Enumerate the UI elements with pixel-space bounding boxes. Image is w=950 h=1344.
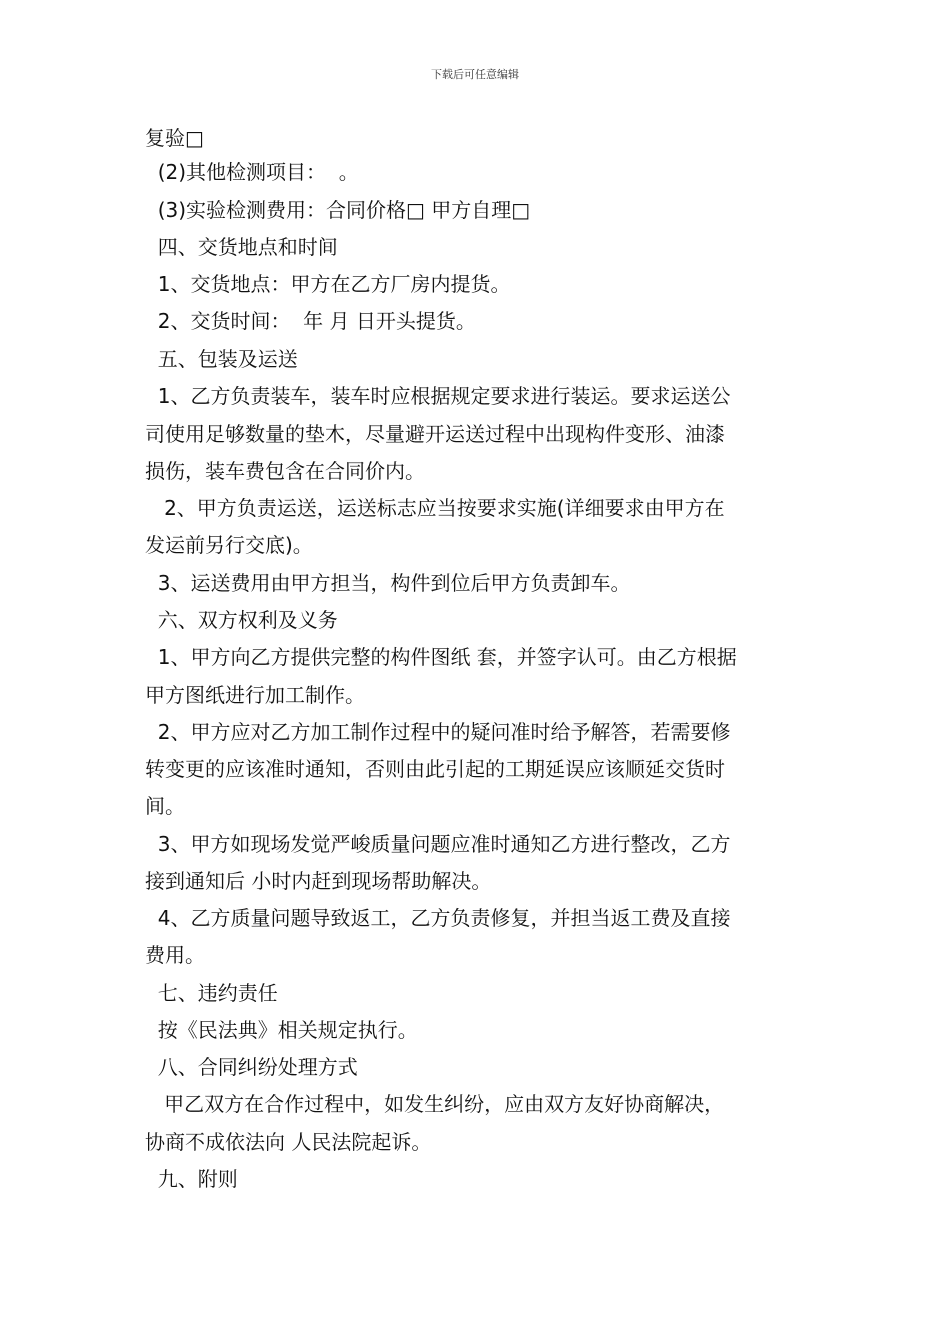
text-line: 甲乙双方在合作过程中，如发生纠纷，应由双方友好协商解决， xyxy=(145,1092,725,1116)
section-heading: 四、交货地点和时间 xyxy=(145,235,338,259)
text-line: 复验□ xyxy=(145,126,204,150)
text-line: 发运前另行交底)。 xyxy=(145,533,313,557)
text-line: 4、乙方质量问题导致返工，乙方负责修复，并担当返工费及直接 xyxy=(145,906,731,930)
text-line: 3、运送费用由甲方担当，构件到位后甲方负责卸车。 xyxy=(145,571,631,595)
text-line: 按《民法典》相关规定执行。 xyxy=(145,1018,418,1042)
text-line: (3)实验检测费用：合同价格□ 甲方自理□ xyxy=(145,198,531,222)
text-line: 2、交货时间： 年 月 日开头提货。 xyxy=(145,309,476,333)
section-heading: 七、违约责任 xyxy=(145,981,278,1005)
section-heading: 九、附则 xyxy=(145,1167,238,1191)
text-line: 司使用足够数量的垫木，尽量避开运送过程中出现构件变形、油漆 xyxy=(145,422,725,446)
page-header: 下载后可任意编辑 xyxy=(431,68,519,81)
text-line: 间。 xyxy=(145,794,185,818)
text-line: 2、甲方应对乙方加工制作过程中的疑问准时给予解答，若需要修 xyxy=(145,720,731,744)
text-line: 1、甲方向乙方提供完整的构件图纸 套，并签字认可。由乙方根据 xyxy=(145,645,737,669)
text-line: 转变更的应该准时通知，否则由此引起的工期延误应该顺延交货时 xyxy=(145,757,725,781)
text-line: 1、乙方负责装车，装车时应根据规定要求进行装运。要求运送公 xyxy=(145,384,731,408)
text-line: (2)其他检测项目： 。 xyxy=(145,160,359,184)
text-line: 损伤，装车费包含在合同价内。 xyxy=(145,459,425,483)
text-line: 1、交货地点：甲方在乙方厂房内提货。 xyxy=(145,272,511,296)
text-line: 接到通知后 小时内赶到现场帮助解决。 xyxy=(145,869,492,893)
text-line: 费用。 xyxy=(145,943,205,967)
section-heading: 五、包装及运送 xyxy=(145,347,298,371)
text-line: 甲方图纸进行加工制作。 xyxy=(145,683,365,707)
text-line: 协商不成依法向 人民法院起诉。 xyxy=(145,1130,432,1154)
text-line: 2、甲方负责运送，运送标志应当按要求实施(详细要求由甲方在 xyxy=(145,496,725,520)
text-line: 3、甲方如现场发觉严峻质量问题应准时通知乙方进行整改，乙方 xyxy=(145,832,731,856)
section-heading: 六、双方权利及义务 xyxy=(145,608,338,632)
section-heading: 八、合同纠纷处理方式 xyxy=(145,1055,358,1079)
